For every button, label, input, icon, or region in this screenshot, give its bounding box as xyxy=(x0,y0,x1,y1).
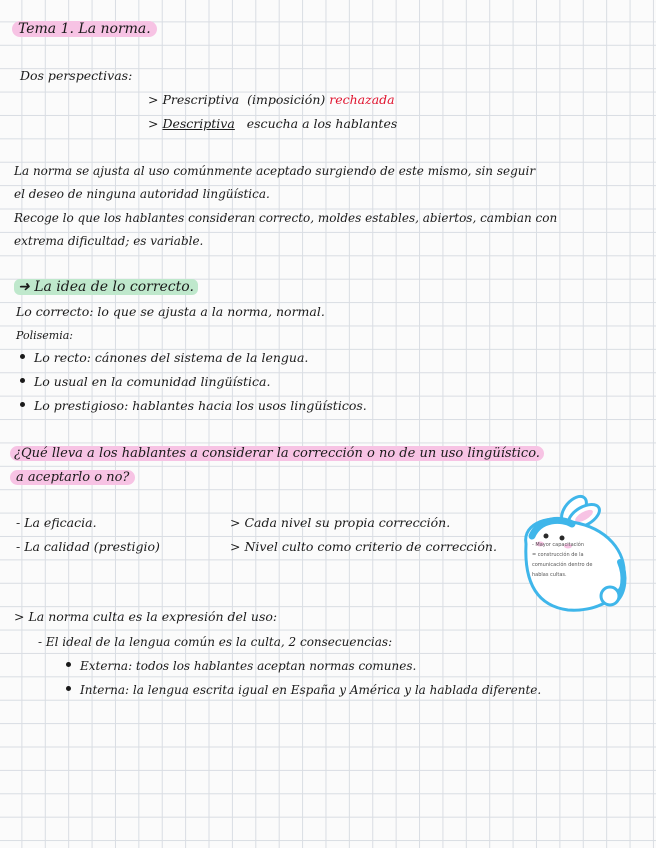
bullet-dot xyxy=(66,662,71,667)
chevron-right-icon: > xyxy=(148,116,159,131)
culta-sub: - El ideal de la lengua común es la culta, 2 consecuencias: xyxy=(38,635,393,649)
culta-heading-row xyxy=(14,609,277,625)
perspectivas-heading: Dos perspectivas: xyxy=(20,68,133,83)
chevron-right-icon: > xyxy=(230,539,241,554)
prescriptiva-label: Prescriptiva xyxy=(162,92,240,107)
bullet-dot xyxy=(66,686,71,691)
question-line-2: a aceptarlo o no? xyxy=(10,470,135,486)
question-line-1: ¿Qué lleva a los hablantes a considerar la corrección o no de un uso lingüístico. xyxy=(10,446,544,462)
paragraph-line: extrema dificultad; es variable. xyxy=(14,234,204,249)
correcto-heading: La idea de lo correcto. xyxy=(34,279,194,295)
prescriptiva-status: rechazada xyxy=(329,92,395,107)
descriptiva-line xyxy=(148,116,397,132)
chevron-right-icon: > xyxy=(14,609,25,624)
page-title: Tema 1. La norma. xyxy=(12,21,157,37)
descriptiva-note: escucha a los hablantes xyxy=(246,116,398,131)
culta-item: Externa: todos los hablantes aceptan normas comunes. xyxy=(80,659,417,673)
polisemia-item: Lo usual en la comunidad lingüística. xyxy=(34,374,271,389)
paragraph-line: el deseo de ninguna autoridad lingüística. xyxy=(14,187,270,202)
factor-right: Nivel culto como criterio de corrección. xyxy=(244,539,497,554)
bunny-note: - Mayor capacitación = construcción de la comunicación dentro de hablas cultas. xyxy=(532,542,593,578)
paragraph-line: Recoge lo que los hablantes consideran correcto, moldes estables, abiertos, cambian con xyxy=(14,210,558,225)
chevron-right-icon: > xyxy=(230,515,241,530)
bullet-dot xyxy=(20,402,25,407)
chevron-right-icon: > xyxy=(148,92,159,107)
descriptiva-label: Descriptiva xyxy=(162,116,235,131)
factor-right-row xyxy=(230,515,450,531)
prescriptiva-note: (imposición) xyxy=(247,92,326,107)
culta-item: Interna: la lengua escrita igual en España y América y la hablada diferente. xyxy=(80,683,542,697)
culta-heading: La norma culta es la expresión del uso: xyxy=(28,609,278,624)
bullet-dot xyxy=(20,378,25,383)
polisemia-item: Lo recto: cánones del sistema de la lengua. xyxy=(34,350,309,365)
prescriptiva-line xyxy=(148,92,395,108)
norma-paragraph xyxy=(14,160,642,254)
factor-right-row xyxy=(230,539,497,555)
factor-right: Cada nivel su propia corrección. xyxy=(244,515,451,530)
factor-left: - La calidad (prestigio) xyxy=(16,539,160,554)
paragraph-line: La norma se ajusta al uso comúnmente aceptado surgiendo de este mismo, sin seguir xyxy=(14,164,536,178)
polisemia-item: Lo prestigioso: hablantes hacia los usos lingüísticos. xyxy=(34,398,367,413)
correcto-definition: Lo correcto: lo que se ajusta a la norma, normal. xyxy=(16,304,325,319)
correcto-heading-row xyxy=(14,279,198,295)
polisemia-label: Polisemia: xyxy=(16,329,73,342)
arrow-right-icon: ➜ xyxy=(18,279,30,295)
factor-left: - La eficacia. xyxy=(16,515,97,530)
bullet-dot xyxy=(20,354,25,359)
